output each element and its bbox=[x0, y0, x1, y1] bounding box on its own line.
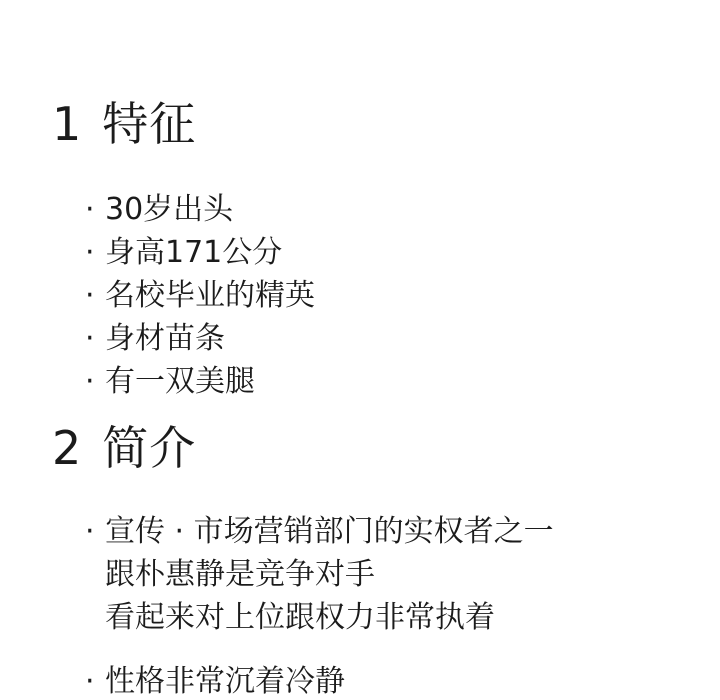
bullet-icon: · bbox=[85, 514, 95, 549]
list-item-line: 身高171公分 bbox=[105, 235, 283, 270]
list-item bbox=[52, 660, 720, 700]
section-number: 1 bbox=[52, 97, 83, 151]
list-item-line: 身材苗条 bbox=[105, 321, 225, 356]
list-item bbox=[52, 317, 720, 360]
list-item bbox=[52, 274, 720, 317]
section-2-list bbox=[0, 510, 720, 700]
section-2-heading bbox=[52, 421, 720, 476]
section-1-list bbox=[0, 188, 720, 403]
section-number: 2 bbox=[52, 421, 83, 475]
section-title: 简介 bbox=[102, 421, 197, 475]
list-item bbox=[52, 231, 720, 274]
bullet-icon: · bbox=[85, 278, 95, 313]
list-item-line: 30岁出头 bbox=[105, 192, 234, 227]
list-item-line: 跟朴惠静是竞争对手 bbox=[105, 557, 375, 592]
list-item-line: 性格非常沉着冷静 bbox=[105, 664, 345, 699]
section-1-heading bbox=[52, 97, 720, 152]
section-title: 特征 bbox=[102, 97, 197, 151]
bullet-icon: · bbox=[85, 664, 95, 699]
bullet-icon: · bbox=[85, 364, 95, 399]
list-item-line: 有一双美腿 bbox=[105, 364, 255, 399]
bullet-icon: · bbox=[85, 321, 95, 356]
bullet-icon: · bbox=[85, 235, 95, 270]
list-item bbox=[52, 510, 720, 639]
list-item-line: 看起来对上位跟权力非常执着 bbox=[105, 600, 495, 635]
list-item-line: 名校毕业的精英 bbox=[105, 278, 315, 313]
bullet-icon: · bbox=[85, 192, 95, 227]
list-item bbox=[52, 360, 720, 403]
list-item bbox=[52, 188, 720, 231]
list-item-line: 宣传 · 市场营销部门的实权者之一 bbox=[105, 514, 554, 549]
